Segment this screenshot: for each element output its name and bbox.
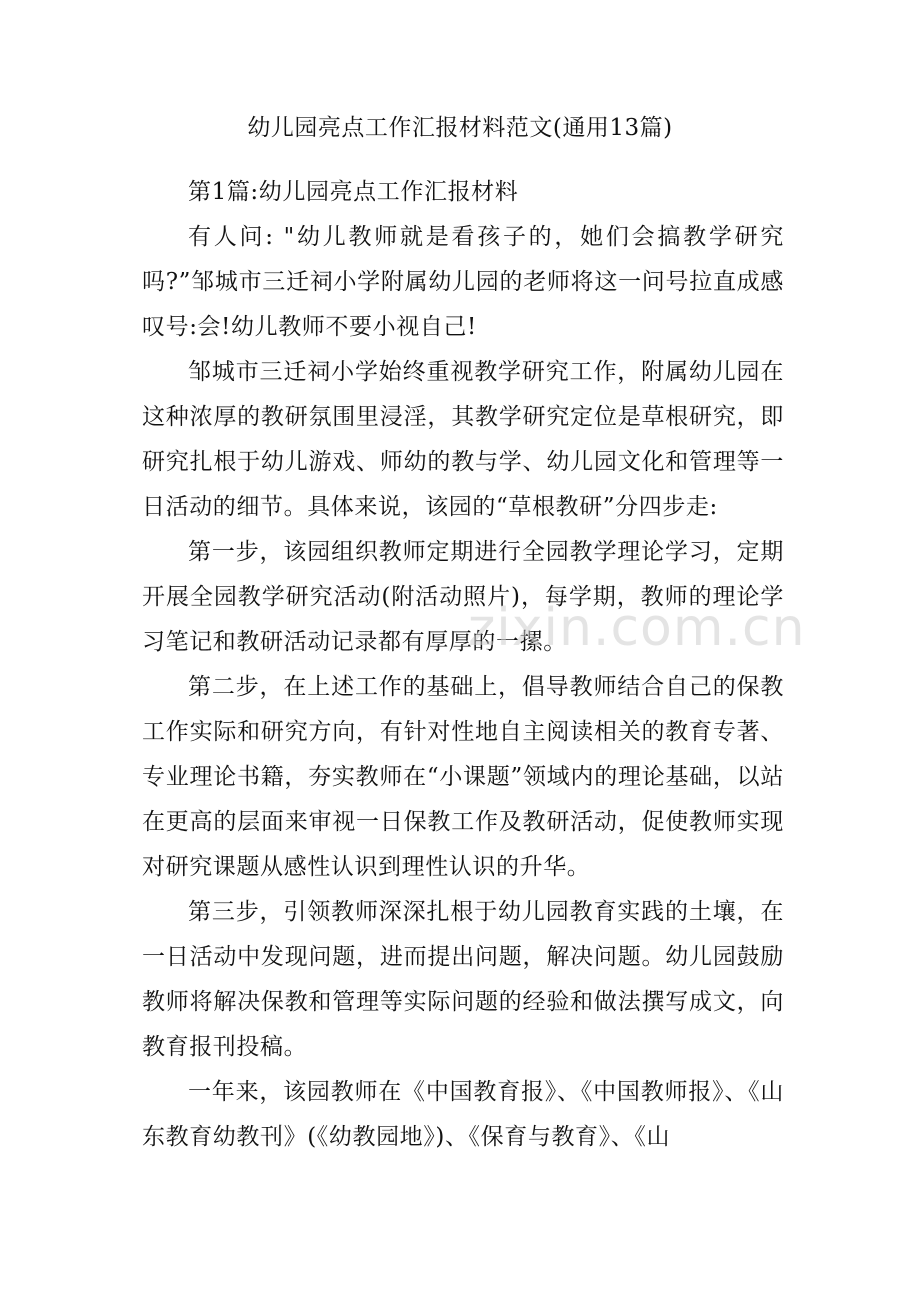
paragraph: 有人问: "幼儿教师就是看孩子的，她们会搞教学研究吗?”邹城市三迁祠小学附属幼儿园的老师将这一问号拉直成感叹号:会!幼儿教师不要小视自己! bbox=[142, 224, 784, 340]
paragraph: 第一步，该园组织教师定期进行全园教学理论学习，定期开展全园教学研究活动(附活动照片)，每学期，教师的理论学习笔记和教研活动记录都有厚厚的一摞。 bbox=[142, 539, 784, 655]
document-title: 幼儿园亮点工作汇报材料范文(通用13篇) bbox=[247, 115, 673, 141]
watermark: zixin.com.cn bbox=[468, 598, 806, 658]
paragraph: 一年来，该园教师在《中国教育报》、《中国教师报》、《山东教育幼教刊》(《幼教园地》)、《保育与教育》、《山 bbox=[142, 1079, 784, 1150]
paragraph: 第二步，在上述工作的基础上，倡导教师结合自己的保教工作实际和研究方向，有针对性地自主阅读相关的教育专著、专业理论书籍，夯实教师在“小课题”领域内的理论基础，以站在更高的层面来审视一日保教工作及教研活动，促使教师实现对研究课题从感性认识到理性认识的升华。 bbox=[142, 674, 784, 880]
document-body bbox=[142, 170, 784, 1160]
paragraph-heading: 第1篇:幼儿园亮点工作汇报材料 bbox=[188, 179, 519, 205]
paragraph: 第三步，引领教师深深扎根于幼儿园教育实践的土壤，在一日活动中发现问题，进而提出问题，解决问题。幼儿园鼓励教师将解决保教和管理等实际问题的经验和做法撰写成文，向教育报刊投稿。 bbox=[142, 899, 784, 1060]
paragraph: 邹城市三迁祠小学始终重视教学研究工作，附属幼儿园在这种浓厚的教研氛围里浸淫，其教学研究定位是草根研究，即研究扎根于幼儿游戏、师幼的教与学、幼儿园文化和管理等一日活动的细节。具体来说，该园的“草根教研”分四步走: bbox=[142, 359, 784, 520]
